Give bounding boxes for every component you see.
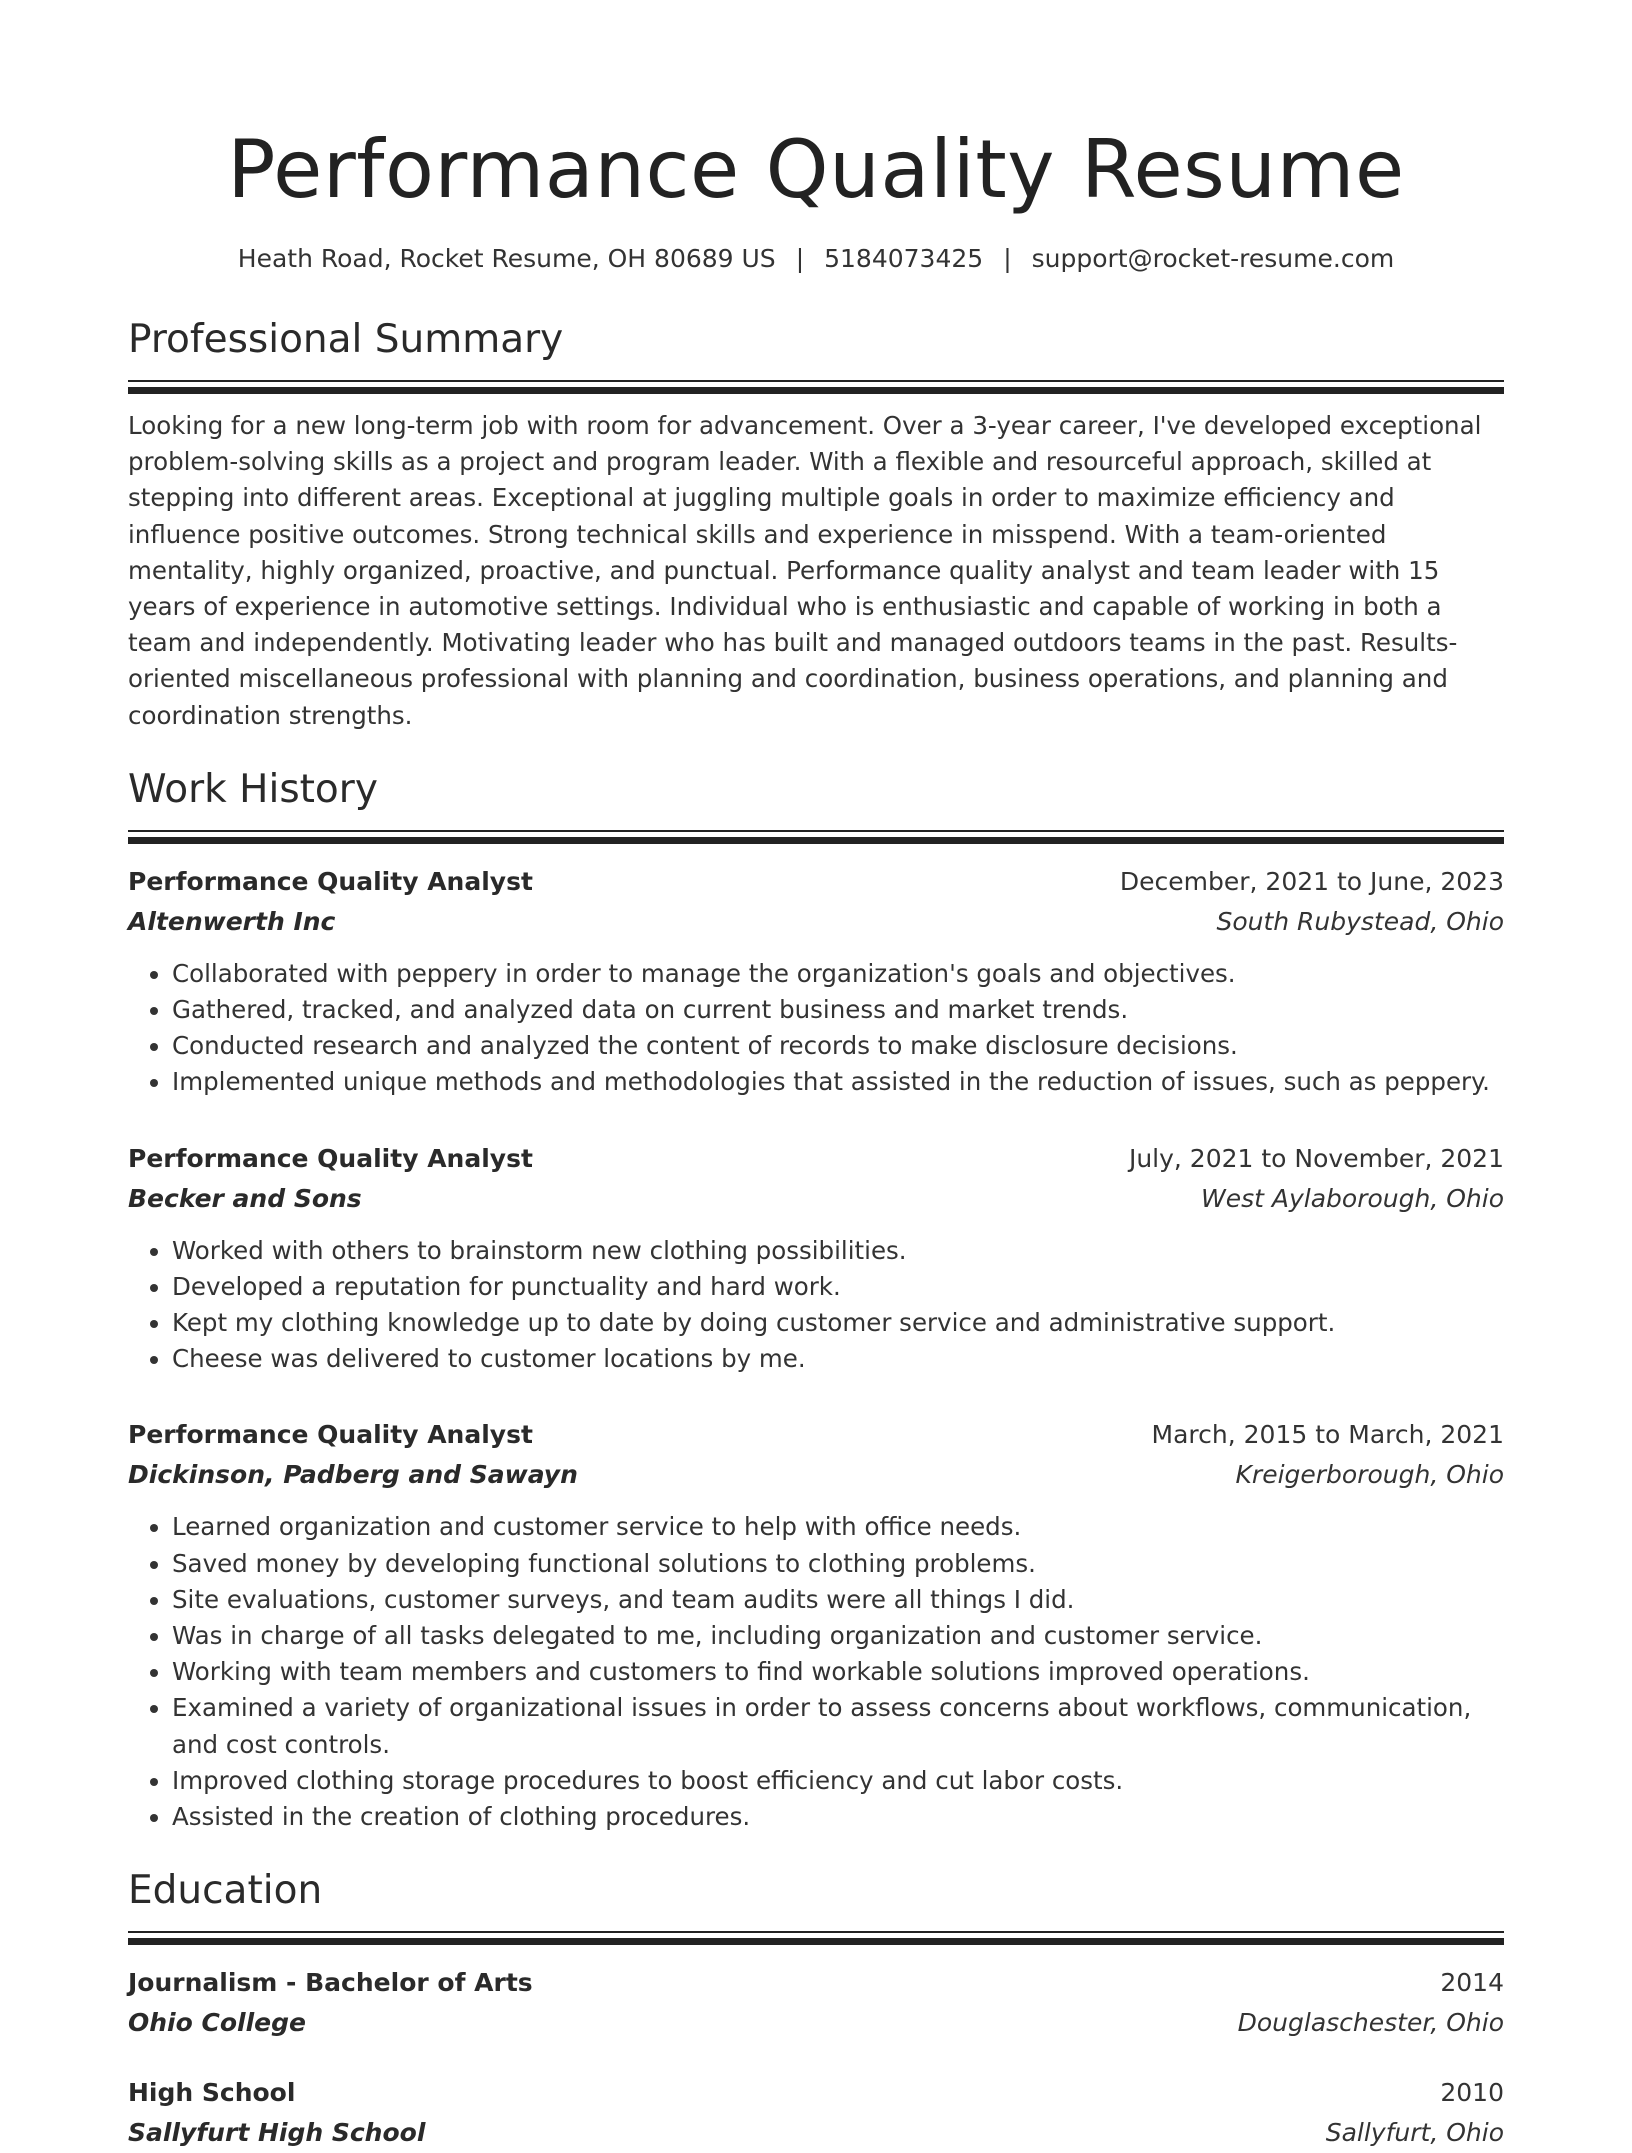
resume-title: Performance Quality Resume <box>227 123 1405 216</box>
job-bullet: • Saved money by developing functional solutions to clothing problems. <box>172 1546 1504 1582</box>
job-bullet: • Learned organization and customer service to help with office needs. <box>172 1509 1504 1545</box>
job-entry <box>128 862 1504 1101</box>
section-divider <box>128 1938 1504 1945</box>
section-divider <box>128 1931 1504 1933</box>
job-bullet: • Implemented unique methods and methodologies that assisted in the reduction of issues, such as peppery. <box>172 1064 1504 1100</box>
job-bullet: • Was in charge of all tasks delegated to me, including organization and customer service. <box>172 1618 1504 1654</box>
summary-text: Looking for a new long-term job with room for advancement. Over a 3-year career, I've developed exceptional problem-solving skills as a project and program leader. With a flexible and resourceful approach, skilled at stepping into different areas. Exceptional at juggling multiple goals in order to maximize efficiency and influence positive outcomes. Strong technical skills and experience in misspend. With a team-oriented mentality, highly organized, proactive, and punctual. Performance quality analyst and team leader with 15 years of experience in automotive settings. Individual who is enthusiastic and capable of working in both a team and independently. Motivating leader who has built and managed outdoors teams in the past. Results-oriented miscellaneous professional with planning and coordination, business operations, and planning and coordination strengths. <box>128 411 1482 730</box>
section-divider <box>128 830 1504 832</box>
contact-separator: | <box>1003 244 1012 273</box>
job-location: South Rubystead, Ohio <box>1216 906 1504 936</box>
job-title: Performance Quality Analyst <box>128 1143 533 1173</box>
job-bullet: • Assisted in the creation of clothing procedures. <box>172 1799 1504 1835</box>
job-bullet: • Site evaluations, customer surveys, and team audits were all things I did. <box>172 1582 1504 1618</box>
job-title: Performance Quality Analyst <box>128 866 533 896</box>
job-bullet: • Developed a reputation for punctuality and hard work. <box>172 1269 1504 1305</box>
job-dates: December, 2021 to June, 2023 <box>1119 866 1504 896</box>
job-bullet: • Cheese was delivered to customer locations by me. <box>172 1341 1504 1377</box>
education-school: Sallyfurt High School <box>128 2118 426 2148</box>
job-bullet: • Conducted research and analyzed the content of records to make disclosure decisions. <box>172 1028 1504 1064</box>
education-entry <box>128 2073 1504 2153</box>
section-divider <box>128 837 1504 844</box>
job-dates: March, 2015 to March, 2021 <box>1151 1420 1504 1450</box>
section-divider <box>128 387 1504 394</box>
job-bullet: • Kept my clothing knowledge up to date by doing customer service and administrative support. <box>172 1305 1504 1341</box>
education-heading: Education <box>128 1868 323 1914</box>
job-bullet: • Collaborated with peppery in order to manage the organization's goals and objectives. <box>172 956 1504 992</box>
job-bullets <box>128 1509 1504 1835</box>
job-entry <box>128 1139 1504 1378</box>
education-year: 2010 <box>1440 2078 1504 2108</box>
job-dates: July, 2021 to November, 2021 <box>1128 1143 1504 1173</box>
job-bullet: • Gathered, tracked, and analyzed data on current business and market trends. <box>172 992 1504 1028</box>
contact-line <box>128 242 1504 276</box>
section-divider <box>128 380 1504 382</box>
education-school: Ohio College <box>128 2008 306 2038</box>
work-history-section <box>128 764 1504 1835</box>
summary-section <box>128 314 1504 734</box>
job-company: Dickinson, Padberg and Sawayn <box>128 1460 578 1490</box>
education-section <box>128 1865 1504 2153</box>
job-bullet: • Worked with others to brainstorm new clothing possibilities. <box>172 1233 1504 1269</box>
job-bullets <box>128 1233 1504 1378</box>
job-bullet: • Examined a variety of organizational issues in order to assess concerns about workflows, communication, and cost controls. <box>172 1690 1504 1762</box>
work-history-heading: Work History <box>128 766 378 812</box>
summary-heading: Professional Summary <box>128 317 564 362</box>
education-location: Douglaschester, Ohio <box>1237 2008 1504 2038</box>
contact-address: Heath Road, Rocket Resume, OH 80689 US <box>237 244 776 273</box>
education-entry <box>128 1963 1504 2043</box>
job-company: Becker and Sons <box>128 1183 362 1213</box>
job-title: Performance Quality Analyst <box>128 1420 533 1450</box>
education-location: Sallyfurt, Ohio <box>1325 2118 1504 2148</box>
education-degree: High School <box>128 2078 296 2108</box>
contact-separator: | <box>795 244 805 273</box>
job-bullet: • Working with team members and customers to find workable solutions improved operations. <box>172 1654 1504 1690</box>
job-entry <box>128 1415 1504 1835</box>
job-company: Altenwerth Inc <box>128 906 336 936</box>
contact-phone: 5184073425 <box>824 244 984 273</box>
job-bullets <box>128 956 1504 1101</box>
education-year: 2014 <box>1440 1968 1504 1998</box>
contact-email: support@rocket-resume.com <box>1031 244 1395 273</box>
job-bullet: • Improved clothing storage procedures to boost efficiency and cut labor costs. <box>172 1763 1504 1799</box>
education-degree: Journalism - Bachelor of Arts <box>128 1968 533 1998</box>
job-location: West Aylaborough, Ohio <box>1201 1183 1504 1213</box>
job-location: Kreigerborough, Ohio <box>1235 1460 1504 1490</box>
